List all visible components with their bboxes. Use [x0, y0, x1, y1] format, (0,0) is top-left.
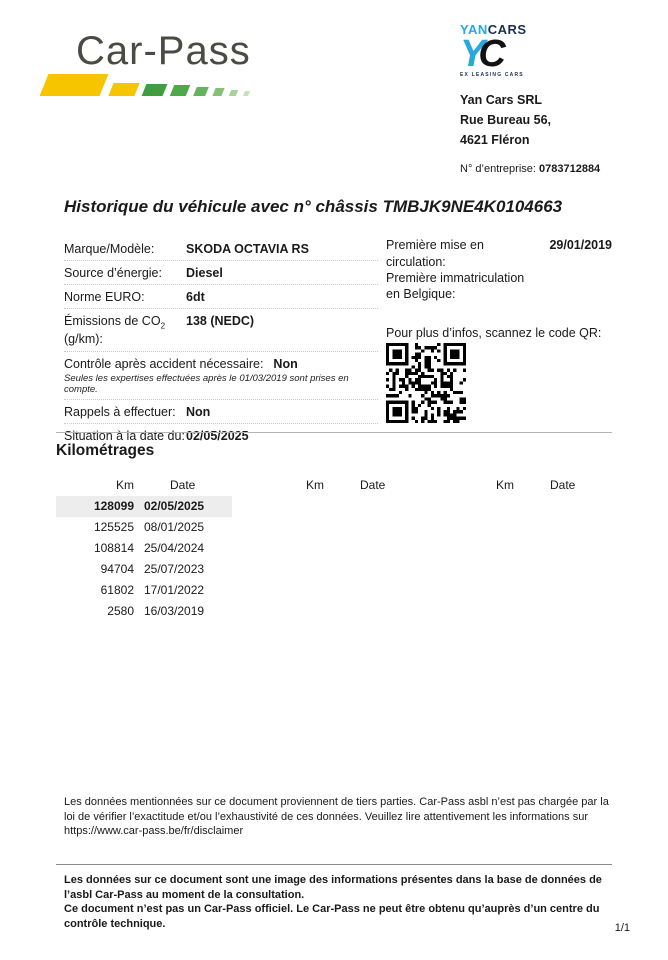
- dealer-logo-word1: YAN: [460, 22, 488, 37]
- km-row: [56, 496, 232, 517]
- first-registration-label: Première immatriculation en Belgique:: [386, 270, 525, 302]
- vehicle-info-left: [64, 237, 378, 447]
- kilometrages-title: Kilométrages: [56, 442, 155, 459]
- recalls-label: Rappels à effectuer:: [64, 405, 176, 420]
- qr-code-icon: [386, 343, 466, 423]
- vehicle-info-section: [0, 237, 668, 447]
- disclaimer-paragraph: [64, 795, 616, 839]
- accident-value: Non: [273, 357, 298, 372]
- dealer-logo-monogram: [460, 33, 612, 75]
- date-value: 02/05/2025: [144, 499, 205, 513]
- dealer-address: [460, 90, 612, 150]
- logo-shape-yellow-large: [40, 74, 109, 96]
- qr-label: Pour plus d’infos, scannez le code QR:: [386, 326, 602, 341]
- first-circulation-label: Première mise en circulation:: [386, 238, 484, 269]
- logo-shape-green-6: [243, 91, 250, 96]
- logo-shape-green-1: [142, 84, 168, 96]
- km-table-header: [246, 475, 422, 496]
- km-table-header: [436, 475, 612, 496]
- dealer-logo: [460, 22, 612, 78]
- date-value: 08/01/2025: [144, 520, 205, 534]
- disclaimer-link[interactable]: https://www.car-pass.be/fr/disclaimer: [64, 825, 244, 838]
- km-row: [56, 538, 232, 559]
- marque-value: SKODA OCTAVIA RS: [186, 242, 309, 257]
- row-co2: [64, 308, 378, 351]
- km-header: Km: [496, 478, 514, 492]
- accident-note: Seules les expertises effectuées après le 01/03/2019 sont prises en compte.: [64, 373, 349, 396]
- euro-value: 6dt: [186, 290, 205, 305]
- dealer-enterprise-number: [460, 163, 612, 175]
- date-value: 25/07/2023: [144, 562, 205, 576]
- km-header: Km: [306, 478, 324, 492]
- km-row: [56, 559, 232, 580]
- km-column-group-1: [56, 475, 232, 622]
- logo-shape-green-3: [193, 87, 209, 96]
- km-value: 128099: [93, 499, 134, 513]
- carpass-logo: [44, 30, 251, 175]
- document-title: Historique du véhicule avec n° châssis TMBJK9NE4K0104663: [64, 197, 563, 217]
- euro-label: Norme EURO:: [64, 290, 145, 305]
- first-circulation-value: 29/01/2019: [549, 238, 612, 253]
- co2-value: 138 (NEDC): [186, 314, 255, 329]
- vehicle-info-right: [378, 237, 612, 447]
- dealer-name: Yan Cars SRL: [460, 93, 542, 108]
- km-row: [56, 580, 232, 601]
- disclaimer-text: Les données mentionnées sur ce document proviennent de tiers parties. Car-Pass asbl n’est pas chargée par la loi de vérifier l’exactitude et/ou l’exhaustivité de ces données. Veuillez lire attentivement les informations sur: [64, 796, 609, 823]
- enterprise-value: 0783712884: [539, 163, 601, 176]
- row-accident-check: [64, 351, 378, 399]
- km-value: 61802: [100, 583, 134, 597]
- logo-shape-green-2: [170, 85, 190, 96]
- co2-label: Émissions de $CO_2$ (g/km):: [64, 314, 166, 346]
- situation-value: 02/05/2025: [186, 429, 249, 444]
- km-column-group-2: [246, 475, 422, 622]
- date-header: Date: [170, 478, 196, 492]
- row-recalls: [64, 399, 378, 423]
- dealer-city: 4621 Fléron: [460, 133, 530, 148]
- row-first-circulation: [386, 237, 612, 270]
- situation-label: Situation à la date du:: [64, 429, 185, 444]
- logo-shape-yellow-small: [108, 83, 139, 96]
- km-column-group-3: [436, 475, 612, 622]
- qr-block: [386, 326, 612, 423]
- logo-shape-green-5: [229, 90, 238, 96]
- accident-label: Contrôle après accident nécessaire:: [64, 357, 264, 372]
- legal-line-1: Les données sur ce document sont une image des informations présentes dans la base de données de l’asbl Car-Pass au moment de la consultation.: [64, 874, 602, 901]
- date-header: Date: [550, 478, 576, 492]
- kilometrages-section: [56, 432, 612, 622]
- legal-line-2: Ce document n’est pas un Car-Pass officiel. Le Car-Pass ne peut être obtenu qu’auprès d’un centre du contrôle technique.: [64, 903, 600, 930]
- km-row: [56, 517, 232, 538]
- km-header: Km: [116, 478, 134, 492]
- date-value: 17/01/2022: [144, 583, 205, 597]
- row-first-registration: [386, 270, 612, 303]
- km-value: 2580: [107, 604, 134, 618]
- energy-value: Diesel: [186, 266, 223, 281]
- dealer-logo-word2: CARS: [487, 22, 527, 37]
- page-number: 1/1: [614, 922, 630, 934]
- dealer-monogram-c: C: [478, 33, 506, 75]
- marque-label: Marque/Modèle:: [64, 242, 155, 257]
- km-value: 94704: [100, 562, 134, 576]
- dealer-street: Rue Bureau 56,: [460, 113, 552, 128]
- km-row: [56, 601, 232, 622]
- date-header: Date: [360, 478, 386, 492]
- document-header: [0, 0, 668, 175]
- logo-shape-green-4: [212, 88, 224, 96]
- date-value: 25/04/2024: [144, 541, 205, 555]
- carpass-logo-text: Car-Pass: [76, 29, 251, 73]
- date-value: 16/03/2019: [144, 604, 205, 618]
- kilometrages-table: [56, 475, 612, 622]
- dealer-block: [460, 22, 612, 175]
- recalls-value: Non: [186, 405, 211, 420]
- carpass-logo-shapes: [44, 74, 251, 96]
- row-energy: [64, 260, 378, 284]
- enterprise-label: N° d’entreprise:: [460, 163, 536, 176]
- energy-label: Source d’énergie:: [64, 266, 162, 281]
- km-table-header: [56, 475, 232, 496]
- legal-paragraph: [56, 864, 612, 931]
- km-value: 108814: [93, 541, 134, 555]
- row-euro: [64, 284, 378, 308]
- km-value: 125525: [93, 520, 134, 534]
- row-marque: [64, 237, 378, 260]
- dealer-logo-tagline: EX LEASING CARS: [460, 72, 524, 79]
- dealer-monogram-y: Y: [460, 33, 486, 75]
